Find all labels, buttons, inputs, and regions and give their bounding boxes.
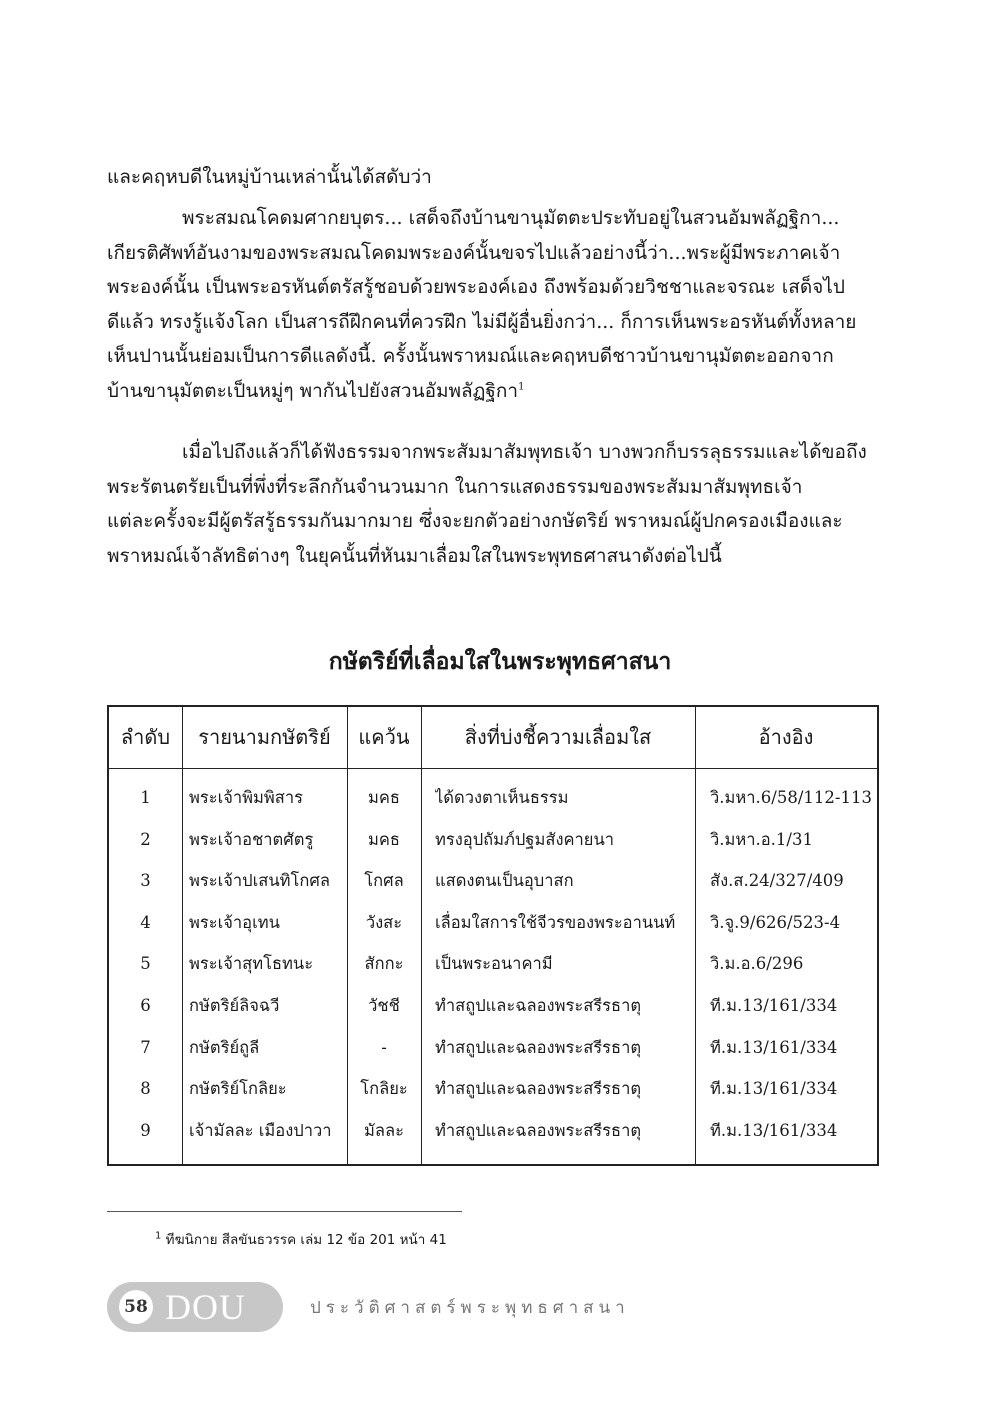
header-sign-of-faith: สิ่งที่บ่งชี้ความเลื่อมใส — [464, 725, 652, 749]
cell-order: 2 — [140, 829, 151, 849]
cell-sign-of-faith: เลื่อมใสการใช้จีวรของพระอานนท์ — [435, 912, 676, 932]
cell-king-name: กษัตริย์ถูลี — [189, 1037, 260, 1057]
cell-order: 9 — [140, 1120, 151, 1140]
table-row — [109, 819, 877, 861]
quote-line: พระองค์นั้น เป็นพระอรหันต์ตรัสรู้ชอบด้วยพระองค์เอง ถึงพร้อมด้วยวิชชาและจรณะ เสด็จไป — [107, 276, 845, 299]
cell-sign-of-faith: แสดงตนเป็นอุบาสก — [435, 871, 574, 891]
cell-reference: ที.ม.13/161/334 — [710, 1120, 838, 1140]
cell-king-name: กษัตริย์ลิจฉวี — [189, 996, 280, 1015]
footnote-divider — [107, 1211, 462, 1212]
quote-block — [107, 201, 882, 409]
cell-region: มัลละ — [364, 1120, 404, 1140]
table-row — [109, 1068, 877, 1110]
footnote — [155, 1228, 447, 1250]
cell-order: 4 — [140, 912, 151, 932]
cell-king-name: พระเจ้าพิมพิสาร — [189, 788, 304, 807]
cell-reference: วิ.จู.9/626/523-4 — [710, 912, 841, 932]
cell-reference: สัง.ส.24/327/409 — [710, 871, 844, 891]
table-row — [109, 943, 877, 985]
cell-king-name: กษัตริย์โกลิยะ — [189, 1079, 287, 1099]
header-reference: อ้างอิง — [758, 725, 814, 749]
intro-line: และคฤหบดีในหมู่บ้านเหล่านั้นได้สดับว่า — [107, 166, 432, 188]
table-row — [109, 902, 877, 944]
footnote-number: 1 — [155, 1230, 162, 1242]
paragraph-line: พราหมณ์เจ้าลัทธิต่างๆ ในยุคนั้นที่หันมาเลื่อมใสในพระพุทธศาสนาดังต่อไปนี้ — [107, 544, 722, 567]
cell-reference: ที.ม.13/161/334 — [710, 1037, 838, 1057]
cell-king-name: พระเจ้าสุทโธทนะ — [189, 954, 314, 974]
paragraph-line: พระรัตนตรัยเป็นที่พึ่งที่ระลึกกันจำนวนมาก ในการแสดงธรรมของพระสัมมาสัมพุทธเจ้า — [107, 475, 803, 498]
cell-king-name: เจ้ามัลละ เมืองปาวา — [189, 1120, 332, 1140]
cell-reference: ที.ม.13/161/334 — [710, 1079, 838, 1099]
cell-sign-of-faith: ทำสถูปและฉลองพระสรีรธาตุ — [435, 1037, 642, 1057]
cell-sign-of-faith: ทำสถูปและฉลองพระสรีรธาตุ — [435, 1120, 642, 1140]
cell-region: โกศล — [364, 871, 404, 891]
cell-region: วัชชี — [368, 996, 400, 1015]
table-row — [109, 860, 877, 902]
cell-order: 3 — [140, 871, 151, 891]
paragraph-line: เมื่อไปถึงแล้วก็ได้ฟังธรรมจากพระสัมมาสัมพุทธเจ้า บางพวกก็บรรลุธรรมและได้ขอถึง — [182, 441, 867, 463]
page-badge — [107, 1282, 283, 1332]
cell-sign-of-faith: เป็นพระอนาคามี — [435, 954, 553, 974]
kings-table — [107, 705, 879, 1166]
table-title: กษัตริย์ที่เลื่อมใสในพระพุทธศาสนา — [328, 649, 672, 675]
cell-order: 1 — [140, 788, 151, 807]
body-paragraph — [107, 435, 882, 573]
header-region: แคว้น — [358, 725, 410, 749]
cell-reference: ที.ม.13/161/334 — [710, 996, 838, 1015]
quote-line-last — [107, 374, 882, 409]
cell-sign-of-faith: ได้ดวงตาเห็นธรรม — [435, 788, 569, 807]
running-title: ประวัติศาสตร์พระพุทธศาสนา — [310, 1298, 630, 1318]
cell-region: มคธ — [368, 829, 400, 849]
cell-sign-of-faith: ทรงอุปถัมภ์ปฐมสังคายนา — [435, 829, 615, 849]
page-number: 58 — [119, 1290, 153, 1324]
table-row — [109, 777, 877, 819]
cell-reference: วิ.มหา.อ.1/31 — [710, 829, 813, 849]
cell-sign-of-faith: ทำสถูปและฉลองพระสรีรธาตุ — [435, 1079, 642, 1099]
table-row — [109, 985, 877, 1027]
cell-order: 6 — [140, 996, 151, 1015]
cell-region: สักกะ — [364, 954, 404, 974]
header-king-name: รายนามกษัตริย์ — [198, 725, 331, 749]
cell-sign-of-faith: ทำสถูปและฉลองพระสรีรธาตุ — [435, 996, 642, 1015]
cell-king-name: พระเจ้าปเสนทิโกศล — [189, 871, 330, 891]
footnote-reference[interactable]: 1 — [518, 381, 525, 393]
paragraph-line: แต่ละครั้งจะมีผู้ตรัสรู้ธรรมกันมากมาย ซึ่งจะยกตัวอย่างกษัตริย์ พราหมณ์ผู้ปกครองเมืองและ — [107, 510, 843, 532]
cell-region: - — [381, 1037, 387, 1057]
header-order: ลำดับ — [120, 725, 171, 749]
footnote-text: ทีฆนิกาย สีลขันธวรรค เล่ม 12 ข้อ 201 หน้า 41 — [165, 1232, 447, 1248]
cell-region: มคธ — [368, 788, 400, 807]
quote-line-text: บ้านขานุมัตตะเป็นหมู่ๆ พากันไปยังสวนอัมพลัฏฐิกา — [107, 379, 519, 402]
cell-order: 7 — [140, 1037, 151, 1057]
cell-reference: วิ.มหา.6/58/112-113 — [710, 788, 872, 807]
cell-region: วังสะ — [365, 912, 403, 932]
quote-line: เกียรติศัพท์อันงามของพระสมณโคดมพระองค์นั้นขจรไปแล้วอย่างนี้ว่า...พระผู้มีพระภาคเจ้า — [107, 241, 841, 264]
cell-king-name: พระเจ้าอุเทน — [189, 912, 280, 932]
cell-order: 8 — [140, 1079, 151, 1099]
cell-reference: วิ.ม.อ.6/296 — [710, 954, 804, 974]
quote-line: ดีแล้ว ทรงรู้แจ้งโลก เป็นสารถีฝึกคนที่ควรฝึก ไม่มีผู้อื่นยิ่งกว่า... ก็การเห็นพระอรหันต์ทั้งหลาย — [107, 310, 857, 333]
quote-line: พระสมณโคดมศากยบุตร... เสด็จถึงบ้านขานุมัตตะประทับอยู่ในสวนอัมพลัฏฐิกา... — [182, 207, 840, 229]
table-row — [109, 1110, 877, 1152]
dou-logo: DOU — [165, 1287, 246, 1327]
cell-king-name: พระเจ้าอชาตศัตรู — [189, 829, 314, 849]
table-row — [109, 1027, 877, 1069]
quote-line: เห็นปานนั้นย่อมเป็นการดีแลดังนี้. ครั้งนั้นพราหมณ์และคฤหบดีชาวบ้านขานุมัตตะออกจาก — [107, 345, 834, 368]
cell-region: โกลิยะ — [360, 1079, 408, 1099]
cell-order: 5 — [140, 954, 151, 974]
header-divider — [109, 768, 877, 769]
